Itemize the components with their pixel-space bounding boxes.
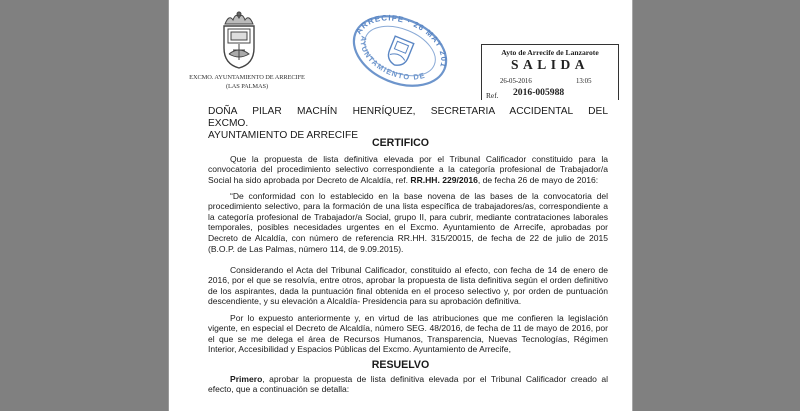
certifico-heading: CERTIFICO <box>371 137 430 149</box>
svg-text:AYUNTAMIENTO DE: AYUNTAMIENTO DE <box>358 35 427 82</box>
paragraph-4: Por lo expuesto anteriormente y, en virtud de las atribuciones que me confieren la legislación vigente, en especial el Decreto de Alcaldía, número SEG. 48/2016, de fecha de 11 de mayo de 2016, por el que se me delega el área de Recursos Humanos, Transparencia, Nuevas Tecnologías, Régimen Interior, Accesibilidad y Espacios Públicas del Excmo. Ayuntamiento de Arrecife, <box>208 312 608 355</box>
stamp-organization: Ayto de Arrecife de Lanzarote <box>501 48 599 57</box>
issuer-line-2: AYUNTAMIENTO DE ARRECIFE <box>208 130 358 142</box>
official-seal-icon <box>345 6 455 96</box>
paragraph-3: Considerando el Acta del Tribunal Calificador, constituido al efecto, con fecha de 14 de enero de 2016, por el que se resolvía, entre otros, aprobar la propuesta de lista definitiva según el orden definitivo de los aspirantes, dada la puntuación final obtenida en el proceso selectivo y, por orden de puntuación descendiente, y su elevación a Alcaldía- Presidencia para su aprobación definitiva. <box>208 264 608 307</box>
stamp-ref-number: 2016-005988 <box>513 87 565 98</box>
municipality-caption <box>177 73 317 91</box>
p5-bold: Primero <box>230 373 263 384</box>
coat-of-arms-icon <box>219 10 259 72</box>
paragraph-1 <box>208 154 608 186</box>
paragraph-5 <box>208 374 608 395</box>
caption-line-1: EXCMO. AYUNTAMIENTO DE ARRECIFE <box>189 74 305 81</box>
resuelvo-heading: RESUELVO <box>371 359 430 371</box>
caption-line-2: (LAS PALMAS) <box>225 83 269 90</box>
svg-text:ARRECIFE · 26 MAY 2016 · EXCMO: ARRECIFE · 26 MAY 2016 <box>353 13 449 70</box>
decree-reference: RR.HH. 229/2016 <box>410 174 478 185</box>
stamp-type: SALIDA <box>510 57 589 72</box>
stamp-ref-label: Ref. <box>486 91 499 100</box>
issuer-line-1: DOÑA PILAR MACHÍN HENRÍQUEZ, SECRETARIA ACCIDENTAL DEL EXCMO. <box>208 106 608 130</box>
stamp-time: 13:05 <box>576 78 592 85</box>
document-page <box>168 0 633 411</box>
p5-text: , aprobar la propuesta de lista definitiva elevada por el Tribunal Calificador creado al efecto, que a continuación se detalla: <box>208 373 608 395</box>
p1-text-before: Que la propuesta de lista definitiva elevada por el Tribunal Calificador constituido para la convocatoria del procedimiento selectivo correspondiente a la categoría profesional de Trabajador/a Social ha sido aprobada por Decreto de Alcaldía, ref. <box>208 153 608 185</box>
registry-stamp <box>481 44 619 100</box>
paragraph-2: “De conformidad con lo establecido en la base novena de las bases de la convocatoria del procedimiento selectivo, para la formación de una lista específica de trabajadores/as, correspondiente a la categoría profesional de Trabajador/a Social, grupo II, para cubrir, mediante contrataciones laborales temporales, posibles necesidades urgentes en el Excmo. Ayuntamiento de Arrecife, aprobadas por Decreto de Alcaldía, con número de referencia RR.HH. 315/20015, de fecha de 22 de julio de 2015 (B.O.P. de Las Palmas, número 114, de 9.09.2015). <box>208 190 608 254</box>
p1-text-after: , de fecha 26 de mayo de 2016: <box>477 174 599 185</box>
stamp-date: 26-05-2016 <box>500 78 532 85</box>
